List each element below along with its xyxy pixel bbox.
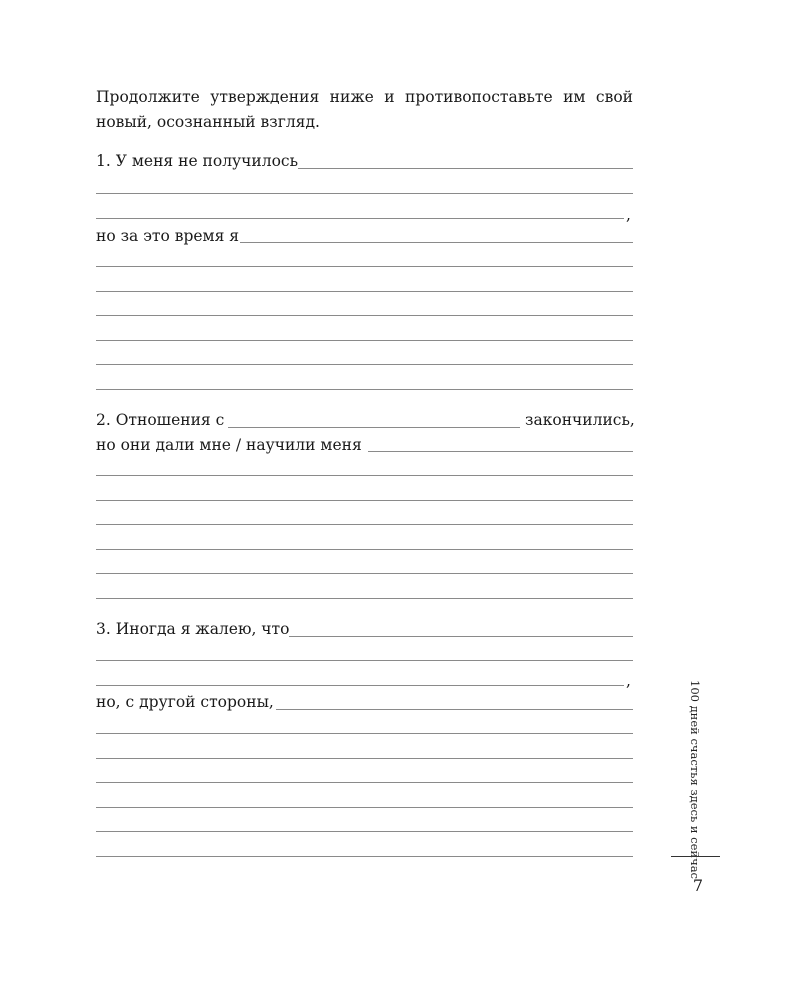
answer-line[interactable] xyxy=(96,598,633,599)
answer-line[interactable] xyxy=(96,524,633,525)
answer-line[interactable] xyxy=(228,427,520,428)
page-number: 7 xyxy=(692,876,704,895)
answer-line[interactable] xyxy=(298,168,633,169)
answer-line[interactable] xyxy=(96,500,633,501)
answer-line[interactable] xyxy=(96,758,633,759)
answer-line[interactable] xyxy=(96,389,633,390)
answer-line[interactable] xyxy=(96,475,633,476)
q1-continuation: но за это время я xyxy=(96,227,240,245)
q3-comma: , xyxy=(626,672,631,690)
q2-prompt: 2. Отношения с xyxy=(96,411,225,429)
answer-line[interactable] xyxy=(240,242,633,243)
answer-line[interactable] xyxy=(96,193,633,194)
answer-line[interactable] xyxy=(96,685,624,686)
q1-comma: , xyxy=(626,206,631,224)
running-title: 100 дней счастья здесь и сейчас xyxy=(688,680,702,879)
answer-line[interactable] xyxy=(96,856,633,857)
answer-line[interactable] xyxy=(96,782,633,783)
answer-line[interactable] xyxy=(96,573,633,574)
q1-prompt: 1. У меня не получилось xyxy=(96,152,299,170)
q3-prompt: 3. Иногда я жалею, что xyxy=(96,620,290,638)
intro-paragraph: Продолжите утверждения ниже и противопоставьте им свой новый, осознанный взгляд. xyxy=(96,85,633,135)
answer-line[interactable] xyxy=(288,636,633,637)
answer-line[interactable] xyxy=(96,291,633,292)
q2-continuation: но они дали мне / научили меня xyxy=(96,436,362,454)
answer-line[interactable] xyxy=(96,340,633,341)
answer-line[interactable] xyxy=(96,660,633,661)
answer-line[interactable] xyxy=(368,451,633,452)
answer-line[interactable] xyxy=(276,709,633,710)
answer-line[interactable] xyxy=(96,364,633,365)
answer-line[interactable] xyxy=(96,733,633,734)
answer-line[interactable] xyxy=(96,831,633,832)
answer-line[interactable] xyxy=(96,549,633,550)
answer-line[interactable] xyxy=(96,266,633,267)
footer-divider xyxy=(671,856,720,857)
q2-prompt-end: закончились, xyxy=(525,411,635,429)
answer-line[interactable] xyxy=(96,807,633,808)
answer-line[interactable] xyxy=(96,218,624,219)
q3-continuation: но, с другой стороны, xyxy=(96,693,274,711)
answer-line[interactable] xyxy=(96,315,633,316)
